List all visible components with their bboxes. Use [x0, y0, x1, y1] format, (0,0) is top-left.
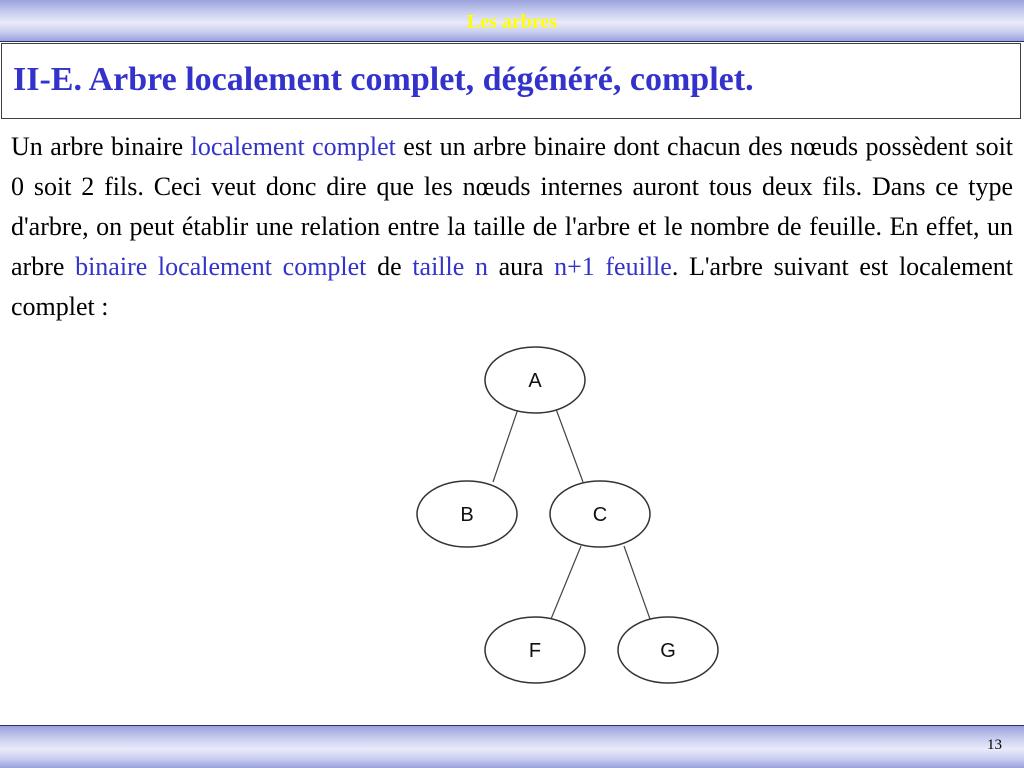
text-run: Un arbre binaire: [11, 132, 191, 161]
header-bar: [0, 0, 1024, 42]
edge-a-c: [556, 409, 583, 482]
text-run: aura: [487, 252, 555, 281]
page-number: 13: [987, 737, 1002, 753]
body-paragraph: [11, 127, 1013, 327]
highlight-term: taille n: [412, 252, 488, 281]
binary-tree-diagram: [410, 338, 730, 688]
edge-c-f: [551, 546, 581, 619]
node-label-g: G: [660, 640, 676, 662]
title-box: [1, 43, 1021, 119]
highlight-term: binaire localement complet: [75, 252, 367, 281]
node-label-b: B: [460, 504, 474, 526]
section-title: II-E. Arbre localement complet, dégénéré, complet.: [13, 61, 754, 98]
edge-a-b: [493, 409, 518, 482]
footer-bar: [0, 725, 1024, 768]
text-run: de: [366, 252, 413, 281]
highlight-term: localement complet: [190, 132, 396, 161]
text-run: est un arbre binaire dont chacun des nœuds possèdent soit 0 soit 2 fils. Ceci veut donc dire que les nœuds internes auront tous deux fils. Dans ce type d'arbre, on peut établir une relation entre la taille de l'arbre et le nombre de feuille. En effet, un arbre: [11, 132, 1014, 281]
node-label-f: F: [528, 640, 542, 662]
text-run: . L'arbre suivant est localement complet :: [11, 252, 1014, 321]
highlight-term: n+1 feuille: [554, 252, 672, 281]
edge-c-g: [624, 546, 650, 619]
node-label-c: C: [592, 504, 608, 526]
node-label-a: A: [528, 370, 542, 392]
header-title: Les arbres: [466, 11, 558, 33]
